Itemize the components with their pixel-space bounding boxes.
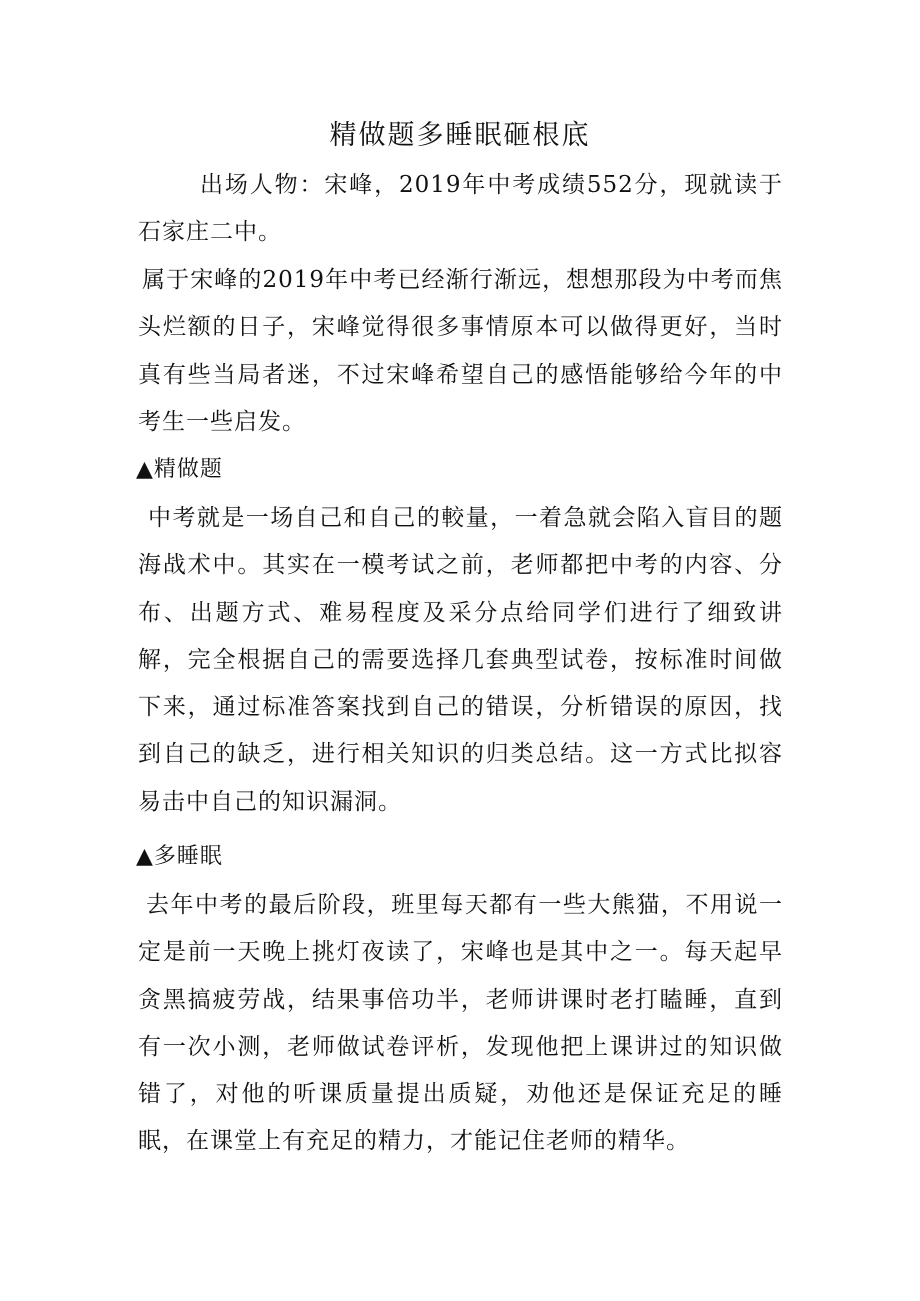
section-heading-sleep: ▲多睡眠 — [136, 844, 223, 869]
section-heading-practice: ▲精做题 — [136, 457, 223, 482]
paragraph-1: 属于宋峰的2019年中考已经渐行渐远，想想那段为中考而焦头烂额的日子，宋峰觉得很多事情原本可以做得更好，当时真有些当局者迷，不过宋峰希望自己的感悟能够给今年的中考生一些启发。 — [138, 267, 783, 435]
section-body-practice: 中考就是一场自己和自己的較量，一着急就会陷入盲目的题海战术中。其实在一模考试之前，老师都把中考的内容、分布、出题方式、难易程度及采分点给同学们进行了细致讲解，完全根据自己的需要选择几套典型试卷，按标准时间做下来，通过标准答案找到自己的错误，分析错误的原因，找到自己的缺乏，进行相关知识的归类总结。这一方式比拟容易击中自己的知识漏洞。 — [138, 505, 783, 815]
section-body-sleep: 去年中考的最后阶段，班里每天都有一些大熊猫，不用说一定是前一天晚上挑灯夜读了，宋峰也是其中之一。每天起早贪黑搞疲劳战，结果事倍功半，老师讲课时老打瞌睡，直到有一次小测，老师做试卷评析，发现他把上课讲过的知识做错了，对他的听课质量提出质疑，劝他还是保证充足的睡眠，在课堂上有充足的精力，才能记住老师的精华。 — [138, 892, 783, 1155]
document-title: 精做题多睡眠砸根底 — [329, 120, 591, 151]
intro-paragraph: 出场人物：宋峰，2019年中考成绩552分，现就读于石家庄二中。 — [138, 172, 783, 246]
